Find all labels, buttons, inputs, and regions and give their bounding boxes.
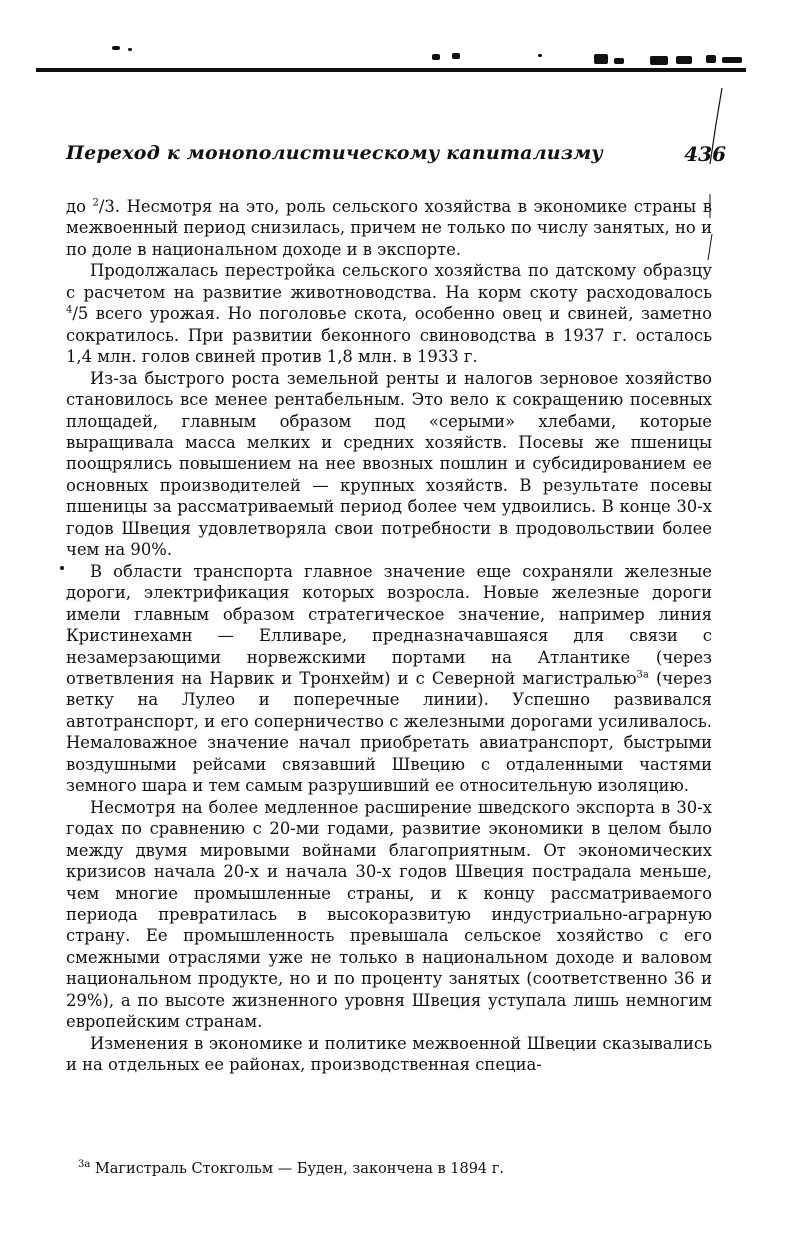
running-title: Переход к монополистическому капитализму xyxy=(66,142,603,164)
footnote-reference: 3а xyxy=(636,669,649,681)
paragraph-2: Продолжалась перестройка сельского хозяйства по датскому образцу с расчетом на развитие животноводства. На корм скоту расходовалось $^4$/5 всего урожая. Но поголовье скота, особенно овец и свиней, заметно сократилось. При развитии беконного свиноводства в 1937 г. осталось 1,4 млн. голов свиней против 1,8 млн. в 1933 г. xyxy=(66,261,712,367)
body-text xyxy=(66,196,712,1076)
footnote-marker: 3а xyxy=(78,1159,91,1171)
paragraph-6: Изменения в экономике и политике межвоенной Швеции сказывались и на отдельных ее районах, производственная специа- xyxy=(66,1033,712,1075)
margin-mark xyxy=(60,566,64,570)
paragraph-5: Несмотря на более медленное расширение шведского экспорта в 30-х годах по сравнению с 20-ми годами, развитие экономики в целом было между двумя мировыми войнами благоприятным. От экономических кризисов начала 20-х и начала 30-х годов Швеция пострадала меньше, чем многие промышленные страны, и к концу рассматриваемого периода превратилась в высокоразвитую индустриально-аграрную страну. Ее промышленность превышала сельское хозяйство с его смежными отраслями уже не только в национальном доходе и валовом национальном продукте, но и по проценту занятых (соответственно 36 и 29%), а по высоте жизненного уровня Швеция уступала лишь немногим европейским странам. xyxy=(66,797,712,1032)
top-rule xyxy=(36,68,746,72)
page-number: 436 xyxy=(684,142,726,166)
footnote xyxy=(66,1160,712,1179)
footnote-text: Магистраль Стокгольм — Буден, закончена в 1894 г. xyxy=(90,1161,504,1177)
paragraph-4: В области транспорта главное значение еще сохраняли железные дороги, электрификация которых возросла. Новые железные дороги имели главным образом стратегическое значение, например линия Кристинехамн — Елливаре, предназначавшаяся для связи с незамерзающими норвежскими портами на Атлантике (через ответвления на Нарвик и Тронхейм) и с Северной магистралью$^{3а}$ (через ветку на Лулео и поперечные линии). Успешно развивался автотранспорт, и его соперничество с железными дорогами усиливалось. Немаловажное значение начал приобретать авиатранспорт, быстрыми воздушными рейсами связавший Швецию с отдаленными частями земного шара и тем самым разрушивший ее относительную изоляцию. xyxy=(66,561,713,796)
running-head xyxy=(66,142,726,176)
paragraph-3: Из-за быстрого роста земельной ренты и налогов зерновое хозяйство становилось все менее рентабельным. Это вело к сокращению посевных площадей, главным образом под «серыми» хлебами, которые выращивала масса мелких и средних хозяйств. Посевы же пшеницы поощрялись повышением на нее ввозных пошлин и субсидированием ее основных производителей — крупных хозяйств. В результате посевы пшеницы за рассматриваемый период более чем удвоились. В конце 30-х годов Швеция удовлетворяла свои потребности в продовольствии более чем на 90%. xyxy=(66,368,712,560)
paragraph-1: до $^2$/3. Несмотря на это, роль сельского хозяйства в экономике страны в межвоенный период снизилась, причем не только по числу занятых, но и по доле в национальном доходе и в экспорте. xyxy=(66,197,712,259)
